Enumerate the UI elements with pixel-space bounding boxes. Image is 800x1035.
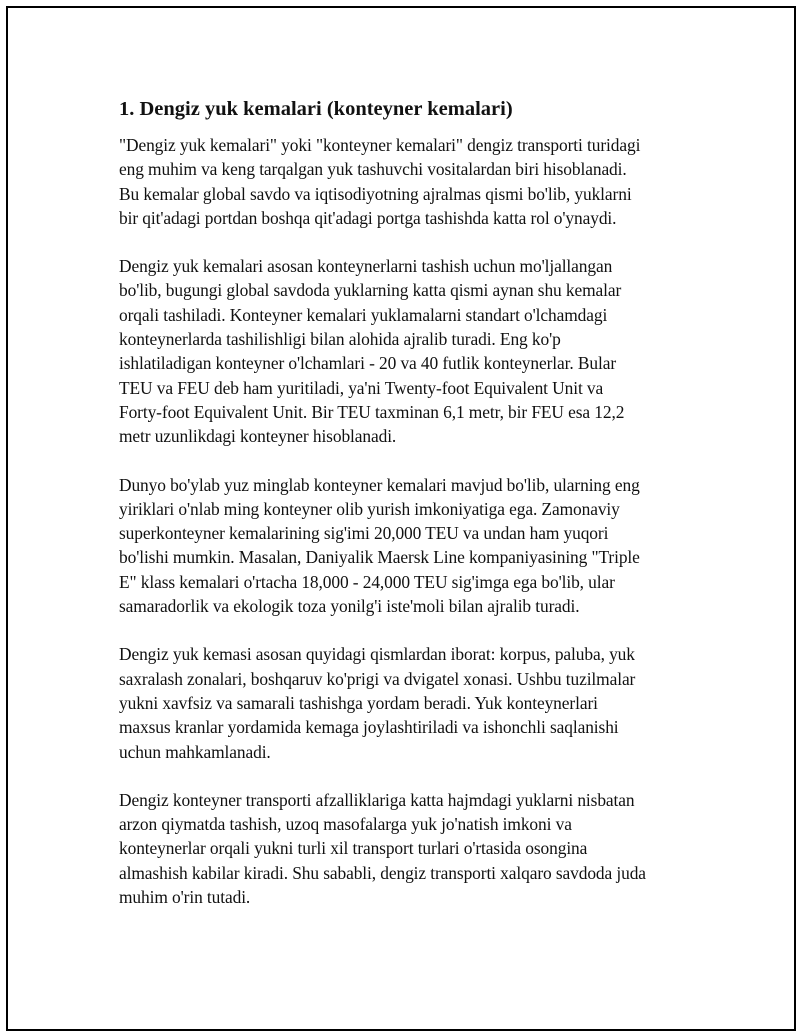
page-frame xyxy=(6,6,796,1031)
paragraph-line: bo'lib, bugungi global savdoda yuklarning katta qismi aynan shu kemalar xyxy=(119,280,622,301)
section-heading: 1. Dengiz yuk kemalari (konteyner kemalari) xyxy=(119,98,513,120)
paragraph-line: almashish kabilar kiradi. Shu sababli, dengiz transporti xalqaro savdoda juda xyxy=(119,862,646,883)
document-body xyxy=(119,96,709,933)
paragraph-line: metr uzunlikdagi konteyner hisoblanadi. xyxy=(119,426,397,447)
paragraph-line: bo'lishi mumkin. Masalan, Daniyalik Maersk Line kompaniyasining "Triple xyxy=(119,547,640,568)
paragraph xyxy=(119,133,709,230)
paragraph-line: Dengiz yuk kemasi asosan quyidagi qismlardan iborat: korpus, paluba, yuk xyxy=(119,644,635,665)
paragraph-line: yukni xavfsiz va samarali tashishga yordam beradi. Yuk konteynerlari xyxy=(119,692,598,713)
paragraph-line: konteynerlarda tashilishligi bilan alohida ajralib turadi. Eng ko'p xyxy=(119,329,561,350)
paragraph-line: samaradorlik va ekologik toza yonilg'i iste'moli bilan ajralib turadi. xyxy=(119,596,580,617)
paragraph xyxy=(119,254,709,448)
paragraph-line: "Dengiz yuk kemalari" yoki "konteyner kemalari" dengiz transporti turidagi xyxy=(119,135,641,155)
paragraph xyxy=(119,788,709,909)
paragraph-line: maxsus kranlar yordamida kemaga joylashtiriladi va ishonchli saqlanishi xyxy=(119,717,619,738)
paragraph-line: Bu kemalar global savdo va iqtisodiyotning ajralmas qismi bo'lib, yuklarni xyxy=(119,183,632,204)
paragraph-line: eng muhim va keng tarqalgan yuk tashuvchi vositalardan biri hisoblanadi. xyxy=(119,159,627,180)
paragraph-line: Dunyo bo'ylab yuz minglab konteyner kemalari mavjud bo'lib, ularning eng xyxy=(119,474,640,495)
paragraph-line: TEU va FEU deb ham yuritiladi, ya'ni Twenty-foot Equivalent Unit va xyxy=(119,377,604,398)
paragraph-line: bir qit'adagi portdan boshqa qit'adagi portga tashishda katta rol o'ynaydi. xyxy=(119,207,617,228)
paragraph-line: ishlatiladigan konteyner o'lchamlari - 20 va 40 futlik konteynerlar. Bular xyxy=(119,353,617,374)
paragraph-line: konteynerlar orqali yukni turli xil transport turlari o'rtasida osongina xyxy=(119,838,588,859)
paragraph-line: saxralash zonalari, boshqaruv ko'prigi va dvigatel xonasi. Ushbu tuzilmalar xyxy=(119,668,636,689)
paragraph-line: uchun mahkamlanadi. xyxy=(119,741,271,762)
paragraph-line: Dengiz yuk kemalari asosan konteynerlarni tashish uchun mo'ljallangan xyxy=(119,256,613,277)
paragraph-line: Dengiz konteyner transporti afzalliklariga katta hajmdagi yuklarni nisbatan xyxy=(119,789,635,810)
paragraph-line: yiriklari o'nlab ming konteyner olib yurish imkoniyatiga ega. Zamonaviy xyxy=(119,498,620,519)
paragraph-line: E" klass kemalari o'rtacha 18,000 - 24,000 TEU sig'imga ega bo'lib, ular xyxy=(119,571,615,592)
paragraph-line: orqali tashiladi. Konteyner kemalari yuklamalarni standart o'lchamdagi xyxy=(119,304,608,325)
paragraph-line: Forty-foot Equivalent Unit. Bir TEU taxminan 6,1 metr, bir FEU esa 12,2 xyxy=(119,401,625,422)
paragraph-list xyxy=(119,133,709,909)
paragraph-line: muhim o'rin tutadi. xyxy=(119,887,251,908)
paragraph-line: arzon qiymatda tashish, uzoq masofalarga yuk jo'natish imkoni va xyxy=(119,814,572,835)
paragraph xyxy=(119,642,709,763)
paragraph xyxy=(119,473,709,619)
paragraph-line: superkonteyner kemalarining sig'imi 20,000 TEU va undan ham yuqori xyxy=(119,523,609,544)
